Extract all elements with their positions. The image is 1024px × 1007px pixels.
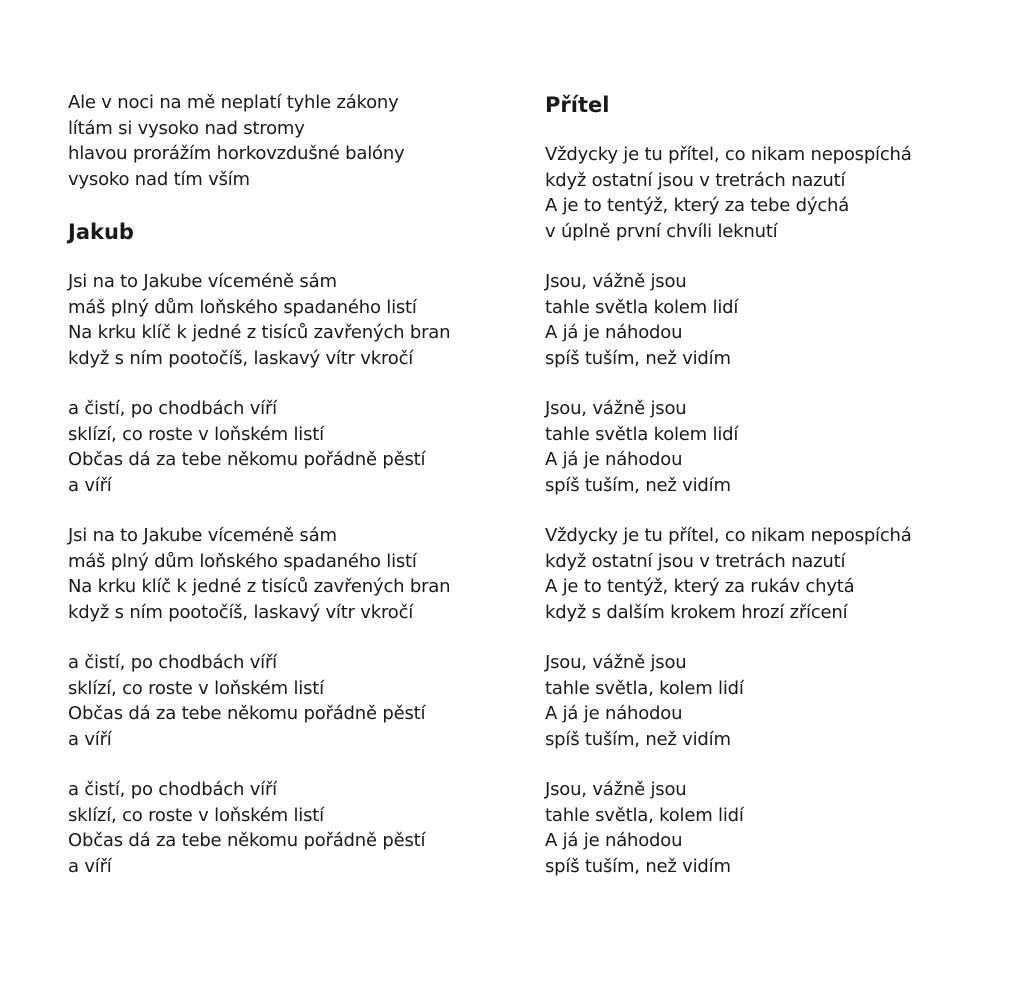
stanza <box>68 650 508 752</box>
lyric-line: Občas dá za tebe někomu pořádně pěstí <box>68 703 426 724</box>
lyric-line: lítám si vysoko nad stromy <box>68 117 305 139</box>
stanza <box>68 396 508 498</box>
lyric-line: spíš tuším, než vidím <box>545 728 731 750</box>
lyric-line: Jsou, vážně jsou <box>545 398 687 419</box>
left-column <box>68 90 508 904</box>
lyric-line: spíš tuším, než vidím <box>545 855 731 877</box>
lyric-line: Jsi na to Jakube víceméně sám <box>68 271 337 292</box>
lyric-line: v úplně první chvíli leknutí <box>545 220 778 242</box>
lyric-line: když s dalším krokem hrozí zřícení <box>545 601 848 623</box>
lyric-line: A je to tentýž, který za tebe dýchá <box>545 195 850 216</box>
lyric-line: a čistí, po chodbách víří <box>68 779 277 800</box>
stanza <box>545 142 985 244</box>
lyric-line: sklízí, co roste v loňském listí <box>68 804 324 826</box>
lyric-line: tahle světla kolem lidí <box>545 296 739 318</box>
lyric-line: Jsou, vážně jsou <box>545 652 687 673</box>
right-column <box>545 90 985 904</box>
lyric-line: A já je náhodou <box>545 322 683 343</box>
lyric-line: vysoko nad tím vším <box>68 168 250 190</box>
stanza <box>545 650 985 752</box>
lyric-line: tahle světla, kolem lidí <box>545 804 744 826</box>
lyric-line: Na krku klíč k jedné z tisíců zavřených bran <box>68 322 451 343</box>
lyric-line: spíš tuším, než vidím <box>545 474 731 496</box>
lyric-line: A je to tentýž, který za rukáv chytá <box>545 576 855 597</box>
lyric-line: a víří <box>68 728 112 750</box>
lyric-line: Občas dá za tebe někomu pořádně pěstí <box>68 830 426 851</box>
lyric-line: máš plný dům loňského spadaného listí <box>68 296 417 318</box>
lyric-line: sklízí, co roste v loňském listí <box>68 423 324 445</box>
lyric-line: Ale v noci na mě neplatí tyhle zákony <box>68 92 399 113</box>
lyric-line: když s ním pootočíš, laskavý vítr vkročí <box>68 601 414 623</box>
lyric-line: hlavou prorážím horkovzdušné balóny <box>68 143 405 164</box>
lyric-line: sklízí, co roste v loňském listí <box>68 677 324 699</box>
lyric-line: a víří <box>68 474 112 496</box>
lyric-line: máš plný dům loňského spadaného listí <box>68 550 417 572</box>
stanza <box>545 523 985 625</box>
lyric-line: když ostatní jsou v tretrách nazutí <box>545 169 846 191</box>
lyric-line: A já je náhodou <box>545 703 683 724</box>
stanza <box>545 269 985 371</box>
lyric-line: Vždycky je tu přítel, co nikam nepospíchá <box>545 144 912 165</box>
stanza <box>68 269 508 371</box>
lyric-line: spíš tuším, než vidím <box>545 347 731 369</box>
lyric-line: a čistí, po chodbách víří <box>68 652 277 673</box>
lyric-line: když ostatní jsou v tretrách nazutí <box>545 550 846 572</box>
stanza <box>68 523 508 625</box>
lyric-line: když s ním pootočíš, laskavý vítr vkročí <box>68 347 414 369</box>
lyric-line: Občas dá za tebe někomu pořádně pěstí <box>68 449 426 470</box>
lyric-line: A já je náhodou <box>545 449 683 470</box>
lyric-line: tahle světla, kolem lidí <box>545 677 744 699</box>
lyric-line: Na krku klíč k jedné z tisíců zavřených bran <box>68 576 451 597</box>
stanza <box>545 396 985 498</box>
intro-stanza <box>68 90 508 192</box>
lyric-line: a čistí, po chodbách víří <box>68 398 277 419</box>
lyric-line: a víří <box>68 855 112 877</box>
lyric-line: Vždycky je tu přítel, co nikam nepospíchá <box>545 525 912 546</box>
stanza <box>545 777 985 879</box>
lyric-line: Jsou, vážně jsou <box>545 779 687 800</box>
lyric-line: Jsi na to Jakube víceméně sám <box>68 525 337 546</box>
stanza <box>68 777 508 879</box>
lyric-line: A já je náhodou <box>545 830 683 851</box>
song-title-pritel: Přítel <box>545 93 610 117</box>
song-title-jakub: Jakub <box>68 220 134 244</box>
lyric-line: tahle světla kolem lidí <box>545 423 739 445</box>
lyric-line: Jsou, vážně jsou <box>545 271 687 292</box>
